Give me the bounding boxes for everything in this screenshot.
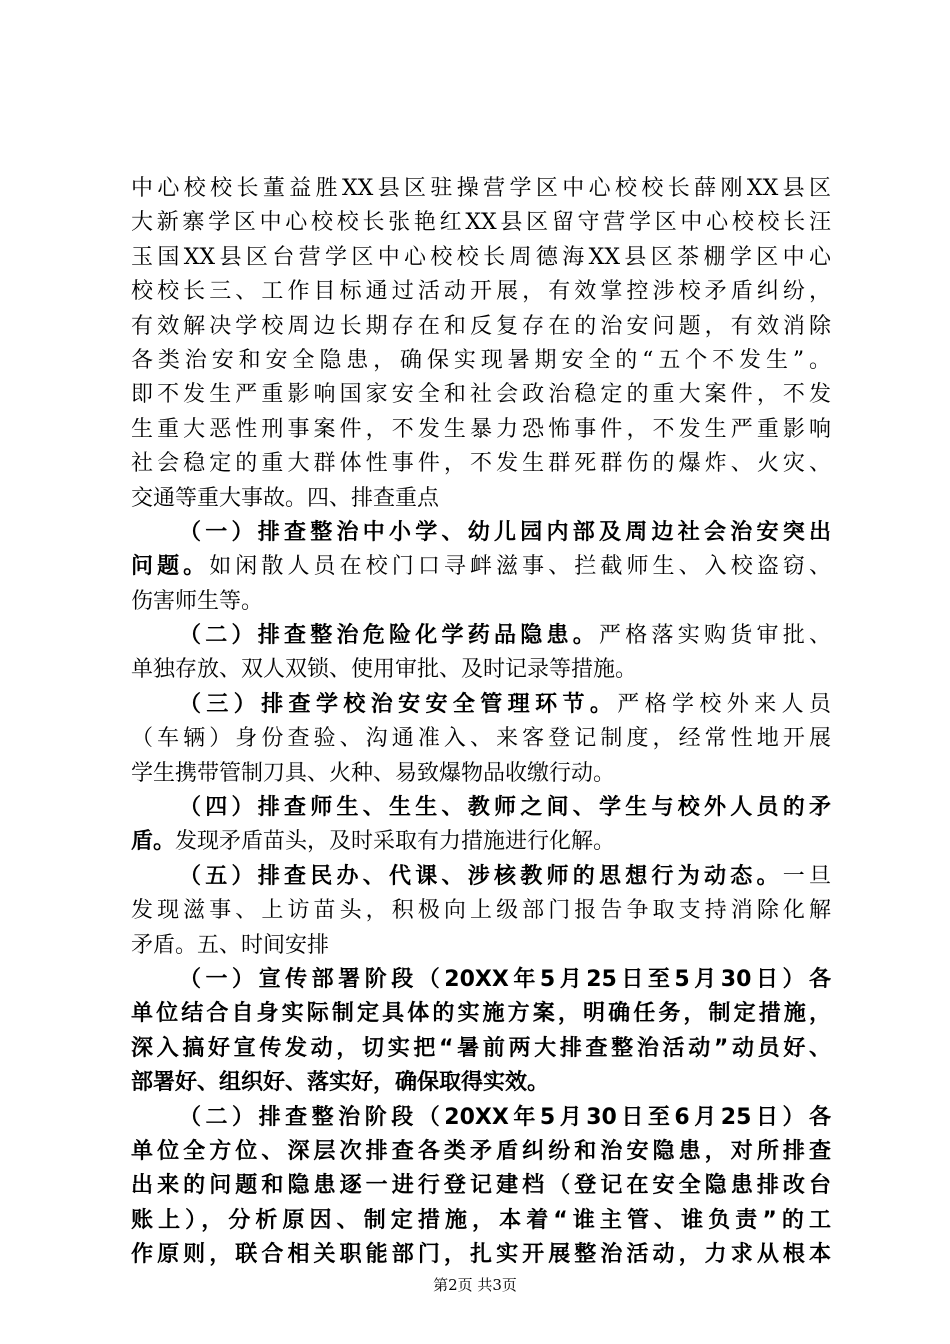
text-line	[131, 791, 831, 825]
body-text: 严格学校外来人员	[617, 691, 831, 717]
body-text: （车辆）身份查验、沟通准入、来客登记制度，经常性地开展	[131, 726, 831, 752]
text-line	[131, 1204, 831, 1238]
body-text: 单独存放、双人双锁、使用审批、及时记录等措施。	[131, 657, 638, 683]
body-text: 有效解决学校周边长期存在和反复存在的治安问题，有效消除	[131, 313, 831, 339]
text-line	[131, 722, 831, 756]
text-line	[131, 860, 831, 894]
body-text: 严格落实购货审批、	[598, 623, 831, 649]
body-text: 发现滋事、上访苗头，积极向上级部门报告争取支持消除化解	[131, 898, 831, 924]
document-body	[131, 172, 831, 1273]
text-line	[131, 653, 831, 687]
text-line	[131, 619, 831, 653]
bold-heading-text: （三）排查学校治安安全管理环节。	[179, 691, 618, 717]
text-line	[131, 1238, 831, 1272]
text-line	[131, 1032, 831, 1066]
bold-heading-text: 问题。	[131, 554, 210, 580]
body-text: 校校长三、工作目标通过活动开展，有效掌控涉校矛盾纠纷，	[131, 279, 831, 305]
text-line	[131, 688, 831, 722]
bold-heading-text: （二）排查整治阶段（20XX年5月30日至6月25日）各	[179, 1104, 831, 1130]
bold-heading-text: （二）排查整治危险化学药品隐患。	[179, 623, 599, 649]
page-footer: 第2页 共3页	[433, 1276, 517, 1294]
text-line	[131, 1135, 831, 1169]
body-text: 一旦	[782, 863, 831, 889]
bold-heading-text: 部署好、组织好、落实好，确保取得实效。	[131, 1070, 550, 1096]
text-line	[131, 275, 831, 309]
body-text: 学生携带管制刀具、火种、易致爆物品收缴行动。	[131, 760, 616, 786]
bold-heading-text: （五）排查民办、代课、涉核教师的思想行为动态。	[179, 863, 783, 889]
bold-heading-text: 账上），分析原因、制定措施，本着“谁主管、谁负责”的工	[131, 1207, 831, 1233]
text-line	[131, 550, 831, 584]
text-line	[131, 413, 831, 447]
bold-heading-text: 单位结合自身实际制定具体的实施方案，明确任务，制定措施，	[131, 1001, 831, 1027]
body-text: 交通等重大事故。四、排查重点	[131, 485, 440, 511]
text-line	[131, 482, 831, 516]
text-line	[131, 963, 831, 997]
bold-heading-text: 深入搞好宣传发动，切实把“暑前两大排查整治活动”动员好、	[131, 1035, 831, 1061]
text-line	[131, 172, 831, 206]
body-text: 生重大恶性刑事案件，不发生暴力恐怖事件，不发生严重影响	[131, 416, 831, 442]
body-text: 即不发生严重影响国家安全和社会政治稳定的重大案件，不发	[131, 382, 831, 408]
text-line	[131, 997, 831, 1031]
body-text: 大新寨学区中心校校长张艳红XX县区留守营学区中心校校长汪	[131, 210, 831, 236]
text-line	[131, 1169, 831, 1203]
bold-heading-text: （一）宣传部署阶段（20XX年5月25日至5月30日）各	[179, 966, 831, 992]
bold-heading-text: 出来的问题和隐患逐一进行登记建档（登记在安全隐患排改台	[131, 1173, 831, 1199]
text-line	[131, 241, 831, 275]
text-line	[131, 1101, 831, 1135]
text-line	[131, 206, 831, 240]
text-line	[131, 516, 831, 550]
bold-heading-text: （一）排查整治中小学、幼儿园内部及周边社会治安突出	[179, 519, 831, 545]
body-text: 中心校校长董益胜XX县区驻操营学区中心校校长薛刚XX县区	[131, 176, 831, 201]
bold-heading-text: 单位全方位、深层次排查各类矛盾纠纷和治安隐患，对所排查	[131, 1138, 831, 1164]
text-line	[131, 825, 831, 859]
bold-heading-text: 盾。	[131, 829, 176, 855]
body-text: 如闲散人员在校门口寻衅滋事、拦截师生、入校盗窃、	[209, 554, 831, 580]
text-line	[131, 447, 831, 481]
body-text: 各类治安和安全隐患，确保实现暑期安全的“五个不发生”。	[131, 347, 831, 373]
text-line	[131, 585, 831, 619]
body-text: 伤害师生等。	[131, 588, 264, 614]
text-line	[131, 757, 831, 791]
text-line	[131, 344, 831, 378]
body-text: 社会稳定的重大群体性事件，不发生群死群伤的爆炸、火灾、	[131, 451, 831, 477]
body-text: 玉国XX县区台营学区中心校校长周德海XX县区茶棚学区中心	[131, 244, 831, 270]
text-line	[131, 1066, 831, 1100]
bold-heading-text: （四）排查师生、生生、教师之间、学生与校外人员的矛	[179, 795, 831, 821]
text-line	[131, 894, 831, 928]
bold-heading-text: 作原则，联合相关职能部门，扎实开展整治活动，力求从根本	[131, 1242, 831, 1268]
body-text: 矛盾。五、时间安排	[131, 932, 330, 958]
text-line	[131, 378, 831, 412]
text-line	[131, 310, 831, 344]
body-text: 发现矛盾苗头，及时采取有力措施进行化解。	[175, 829, 616, 855]
text-line	[131, 929, 831, 963]
